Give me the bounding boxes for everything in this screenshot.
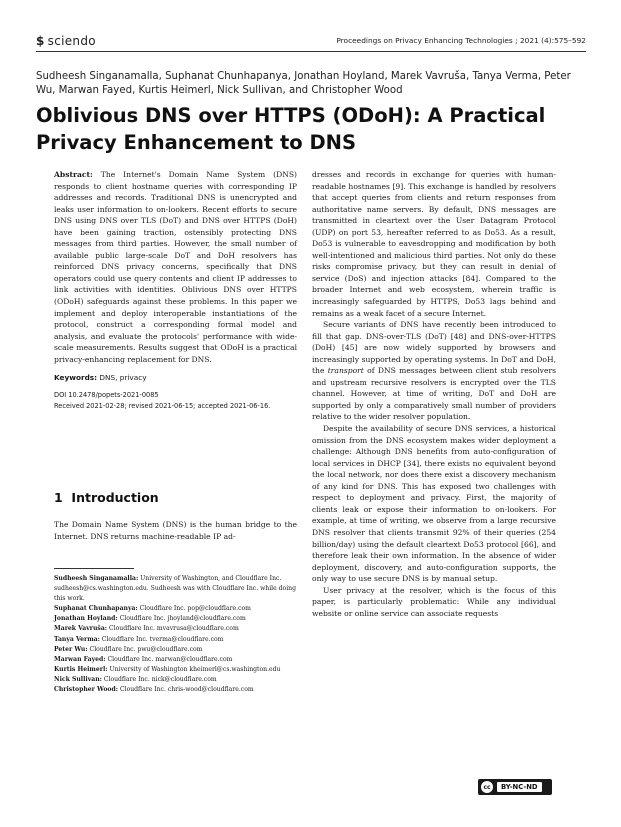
received-dates: Received 2021-02-28; revised 2021-06-15; accepted 2021-06-16. <box>54 401 271 410</box>
section-heading: 1 Introduction <box>54 490 159 505</box>
footnote-item: Jonathan Hoyland: Cloudflare Inc. jhoyland@cloudflare.com <box>54 615 246 623</box>
publication-meta <box>54 390 297 412</box>
publisher-logo: $ sciendo <box>36 34 96 48</box>
right-column <box>312 169 556 619</box>
abstract-text: The Internet's Domain Name System (DNS) responds to client hostname queries with corresponding IP addresses and records. Traditional DNS is unencrypted and leaks user information to on-lookers. Recent efforts to secure DNS using DNS over TLS (DoT) and DNS over HTTPS (DoH) have been gaining traction, ostensibly protecting DNS messages from third parties. However, the small number of available public large-scale DoT and DoH resolvers has reinforced DNS privacy concerns, specifically that DNS operators could use query contents and client IP addresses to link activities with identities. Oblivious DNS over HTTPS (ODoH) safeguards against these problems. In this paper we implement and deploy interoperable instantiations of the protocol, construct a corresponding formal model and analysis, and evaluate the protocols' performance with wide-scale measurements. Results suggest that ODoH is a practical privacy-enhancing replacement for DNS. <box>54 170 298 364</box>
footnote-item: Christopher Wood: Cloudflare Inc. chris-wood@cloudflare.com <box>54 686 254 694</box>
creative-commons-icon: cc <box>481 781 493 793</box>
keywords-text: DNS, privacy <box>99 373 147 383</box>
footnote-divider <box>54 568 134 569</box>
license-badge[interactable] <box>478 779 552 795</box>
abstract-label: Abstract: <box>54 170 93 179</box>
body-paragraph: Despite the availability of secure DNS services, a historical omission from the DNS ecosystem makes wider deployment a challenge: Although DNS benefits from auto-configuration of local services in DHCP [34], there exists no equivalent beyond the local network, nor does there exist a discovery mechanism of any kind for DNS. This has exposed two challenges with respect to deployment and privacy. First, the majority of clients leak or expose their information to on-lookers. For example, at time of writing, we observe from a large recursive DNS resolver that clients transmit 92% of their queries (254 billion/day) using the default cleartext Do53 protocol [66], and therefore leak their own information. In the absence of wider deployment, discovery, and auto-configuration supports, the only way to use secure DNS is by manual setup. <box>312 424 556 584</box>
keywords <box>54 372 297 384</box>
footnote-item: Suphanat Chunhapanya: Cloudflare Inc. pop@cloudflare.com <box>54 605 251 613</box>
intro-paragraph: The Domain Name System (DNS) is the human bridge to the Internet. DNS returns machine-readable IP ad- <box>54 520 297 541</box>
abstract <box>54 169 297 365</box>
footnote-item: Kurtis Heimerl: University of Washington kheimerl@cs.washington.edu <box>54 665 281 673</box>
license-label: BY-NC-ND <box>497 782 542 792</box>
footnote-item: Tanya Verma: Cloudflare Inc. tverma@cloudflare.com <box>54 635 224 643</box>
dollar-s-icon: $ <box>36 34 45 48</box>
footnote-item: Nick Sullivan: Cloudflare Inc. nick@cloudflare.com <box>54 675 217 683</box>
page-header <box>36 32 586 52</box>
footnote-item: Peter Wu: Cloudflare Inc. pwu@cloudflare.com <box>54 645 203 653</box>
body-paragraph: Secure variants of DNS have recently been introduced to fill that gap. DNS-over-TLS (DoT) [48] and DNS-over-HTTPS (DoH) [45] are now widely supported by browsers and increasingly supported by operating systems. In DoT and DoH, the transport of DNS messages between client stub resolvers and upstream recursive resolvers is encrypted over the TLS channel. However, at time of writing, DoT and DoH are supported by only a comparatively small number of providers relative to the wider resolver population. <box>312 320 556 422</box>
keywords-label: Keywords: <box>54 373 98 383</box>
body-paragraph: User privacy at the resolver, which is the focus of this paper, is particularly problematic: While any individual website or online service can associate requests <box>312 585 556 618</box>
journal-reference: Proceedings on Privacy Enhancing Technologies ; 2021 (4):575–592 <box>336 36 586 45</box>
author-affiliations <box>54 574 297 695</box>
author-list: Sudheesh Singanamalla, Suphanat Chunhapanya, Jonathan Hoyland, Marek Vavruša, Tanya Verma, Peter Wu, Marwan Fayed, Kurtis Heimerl, Nick Sullivan, and Christopher Wood <box>36 71 571 96</box>
footnote-item: Sudheesh Singanamalla: University of Washington, and Cloudflare Inc. sudheesh@cs.washington.edu. Sudheesh was with Cloudflare Inc. while doing this work. <box>54 575 296 603</box>
body-paragraph: dresses and records in exchange for queries with human-readable hostnames [9]. This exchange is handled by resolvers that accept queries from clients and return responses from authoritative name servers. By default, DNS messages are transmitted in cleartext over the User Datagram Protocol (UDP) on port 53, hereafter referred to as Do53. As a result, Do53 is vulnerable to eavesdropping and modification by both well-intentioned and malicious third parties. Not only do these risks compromise privacy, but they can result in denial of service (DoS) and injection attacks [84]. Compared to the broader Internet and web ecosystem, wherein traffic is increasingly safeguarded by HTTPS, Do53 lags behind and remains as a weak facet of a secure Internet. <box>312 170 556 318</box>
left-column <box>54 169 297 412</box>
paper-title: Oblivious DNS over HTTPS (ODoH): A Practical Privacy Enhancement to DNS <box>36 104 546 154</box>
footnote-item: Marwan Fayed: Cloudflare Inc. marwan@cloudflare.com <box>54 655 233 663</box>
footnote-item: Marek Vavruša: Cloudflare Inc. mvavrusa@cloudflare.com <box>54 625 239 633</box>
doi[interactable]: DOI 10.2478/popets-2021-0085 <box>54 390 159 399</box>
